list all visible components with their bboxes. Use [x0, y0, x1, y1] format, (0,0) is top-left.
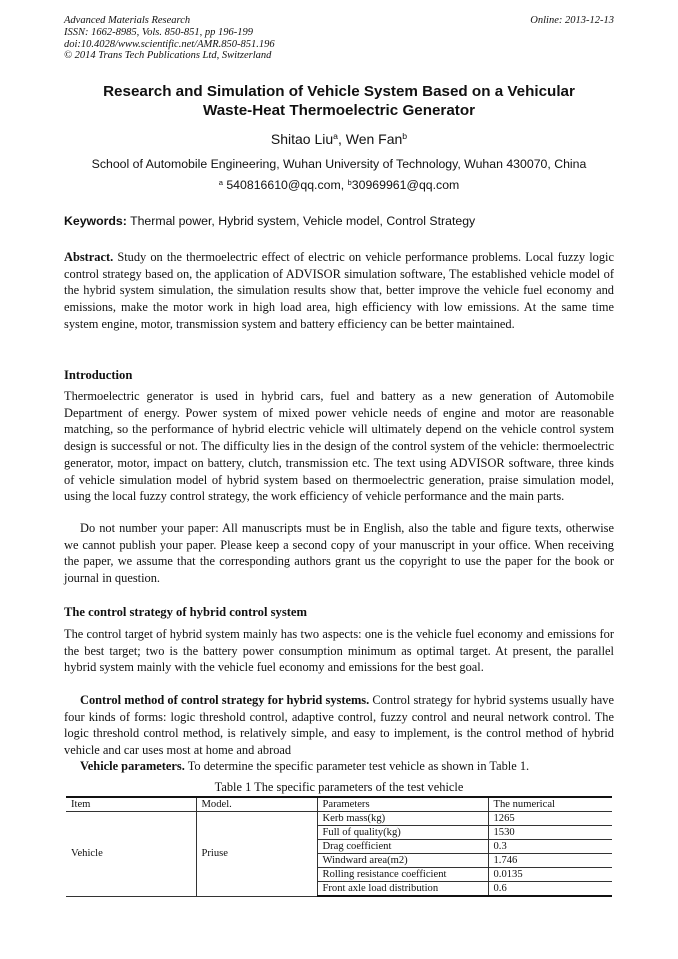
control-paragraph-1: The control target of hybrid system mainly has two aspects: one is the vehicle fuel economy and emissions for the best target; two is the battery power consumption minimum as optimal target. At present, the parallel hybrid system mainly with the vehicle fuel economy and emissions for the best goal. — [64, 627, 614, 675]
introduction-paragraph-1: Thermoelectric generator is used in hybrid cars, fuel and battery as a new generation of Automobile Department of energy. Power system of mixed power vehicle needs of engine and motor are reasonable matching, so the performance of hybrid electric vehicle will ultimately depend on the vehicle control system design is successful or not. The difficulty lies in the design of the control system of the vehicle: thermoelectric generator, motor, impact on battery, clutch, transmission etc. The text using ADVISOR software, three kinds of vehicle simulation model of hybrid system based on thermoelectric generation, praise simulation model, using the local fuzzy control strategy, the work efficiency of vehicle performance and the main parts. — [64, 389, 614, 504]
author-emails — [64, 178, 614, 192]
email-a-mark: a — [218, 177, 223, 187]
author-1-mark: a — [333, 131, 338, 142]
table-row — [66, 812, 612, 826]
table-header-row — [66, 797, 612, 812]
control-method-text: Control strategy for hybrid systems usually have four kinds of forms: logic threshold control, adaptive control, fuzzy control and neural network control. The logic threshold control method, is relatively simple, and easy to implement, is the control method of hybrid vehicle and car uses most at home and abroad — [64, 693, 614, 758]
header-model: Model. — [196, 797, 317, 812]
author-2: Wen Fan — [345, 131, 403, 147]
cell-value: 1.746 — [488, 854, 612, 868]
vehicle-parameters-label: Vehicle parameters. — [80, 759, 185, 773]
header-item: Item — [66, 797, 196, 812]
control-strategy-heading: The control strategy of hybrid control system — [64, 605, 307, 619]
author-2-mark: b — [402, 131, 408, 142]
online-date: Online: 2013-12-13 — [530, 15, 614, 26]
cell-parameter: Kerb mass(kg) — [317, 812, 488, 826]
control-method-label: Control method of control strategy for hybrid systems. — [80, 693, 370, 707]
cell-parameter: Rolling resistance coefficient — [317, 868, 488, 882]
cell-value: 1530 — [488, 826, 612, 840]
cell-parameter: Front axle load distribution — [317, 882, 488, 897]
parameter-table — [66, 796, 612, 897]
header-numerical: The numerical — [488, 797, 612, 812]
control-paragraph-2 — [64, 692, 614, 759]
table-caption: Table 1 The specific parameters of the test vehicle — [214, 780, 464, 794]
journal-header — [64, 15, 275, 62]
cell-parameter: Windward area(m2) — [317, 854, 488, 868]
email-a: 540816610@qq.com, — [222, 178, 348, 192]
cell-parameter: Drag coefficient — [317, 840, 488, 854]
keywords — [64, 214, 614, 228]
copyright-line: © 2014 Trans Tech Publications Ltd, Switzerland — [64, 50, 272, 62]
vehicle-parameters-text: To determine the specific parameter test vehicle as shown in Table 1. — [184, 759, 530, 773]
cell-value: 0.0135 — [488, 868, 612, 882]
doi-line: doi:10.4028/www.scientific.net/AMR.850-851.196 — [64, 38, 275, 50]
keywords-text: Thermal power, Hybrid system, Vehicle model, Control Strategy — [126, 214, 476, 228]
email-b-mark: b — [347, 177, 352, 187]
affiliation: School of Automobile Engineering, Wuhan University of Technology, Wuhan 430070, China — [91, 157, 587, 171]
cell-model: Priuse — [196, 812, 317, 897]
title-line-2: Waste-Heat Thermoelectric Generator — [202, 102, 476, 119]
paper-title — [64, 82, 614, 120]
issn-line: ISSN: 1662-8985, Vols. 850-851, pp 196-199 — [64, 26, 253, 38]
abstract — [64, 249, 614, 333]
keywords-label: Keywords: — [64, 214, 127, 228]
introduction-heading: Introduction — [64, 368, 133, 382]
author-list — [64, 131, 614, 147]
cell-value: 0.6 — [488, 882, 612, 897]
control-paragraph-3 — [64, 758, 614, 775]
title-line-1: Research and Simulation of Vehicle System Based on a Vehicular — [103, 83, 575, 100]
author-1: Shitao Liu — [270, 131, 334, 147]
cell-value: 1265 — [488, 812, 612, 826]
author-separator: , — [337, 131, 346, 147]
abstract-label: Abstract. — [64, 250, 114, 264]
introduction-paragraph-2: Do not number your paper: All manuscripts must be in English, also the table and figure texts, otherwise we cannot publish your paper. Please keep a second copy of your manuscript in your office. When receiving the paper, we assume that the corresponding authors grant us the copyright to use the paper for the book or journal in question. — [64, 521, 614, 586]
journal-name: Advanced Materials Research — [64, 15, 191, 26]
email-b: 30969961@qq.com — [351, 178, 460, 192]
cell-parameter: Full of quality(kg) — [317, 826, 488, 840]
cell-item: Vehicle — [66, 812, 196, 897]
abstract-text: Study on the thermoelectric effect of electric on vehicle performance problems. Local fuzzy logic control strategy based on, the application of ADVISOR simulation software, The established vehicle model of the hybrid system simulation, the simulation results show that, better improve the vehicle fuel economy and emissions, make the motor work in high load area, high efficiency with low emissions. At the same time system engine, motor, transmission system and battery efficiency can be better maintained. — [64, 250, 614, 331]
header-parameters: Parameters — [317, 797, 488, 812]
cell-value: 0.3 — [488, 840, 612, 854]
